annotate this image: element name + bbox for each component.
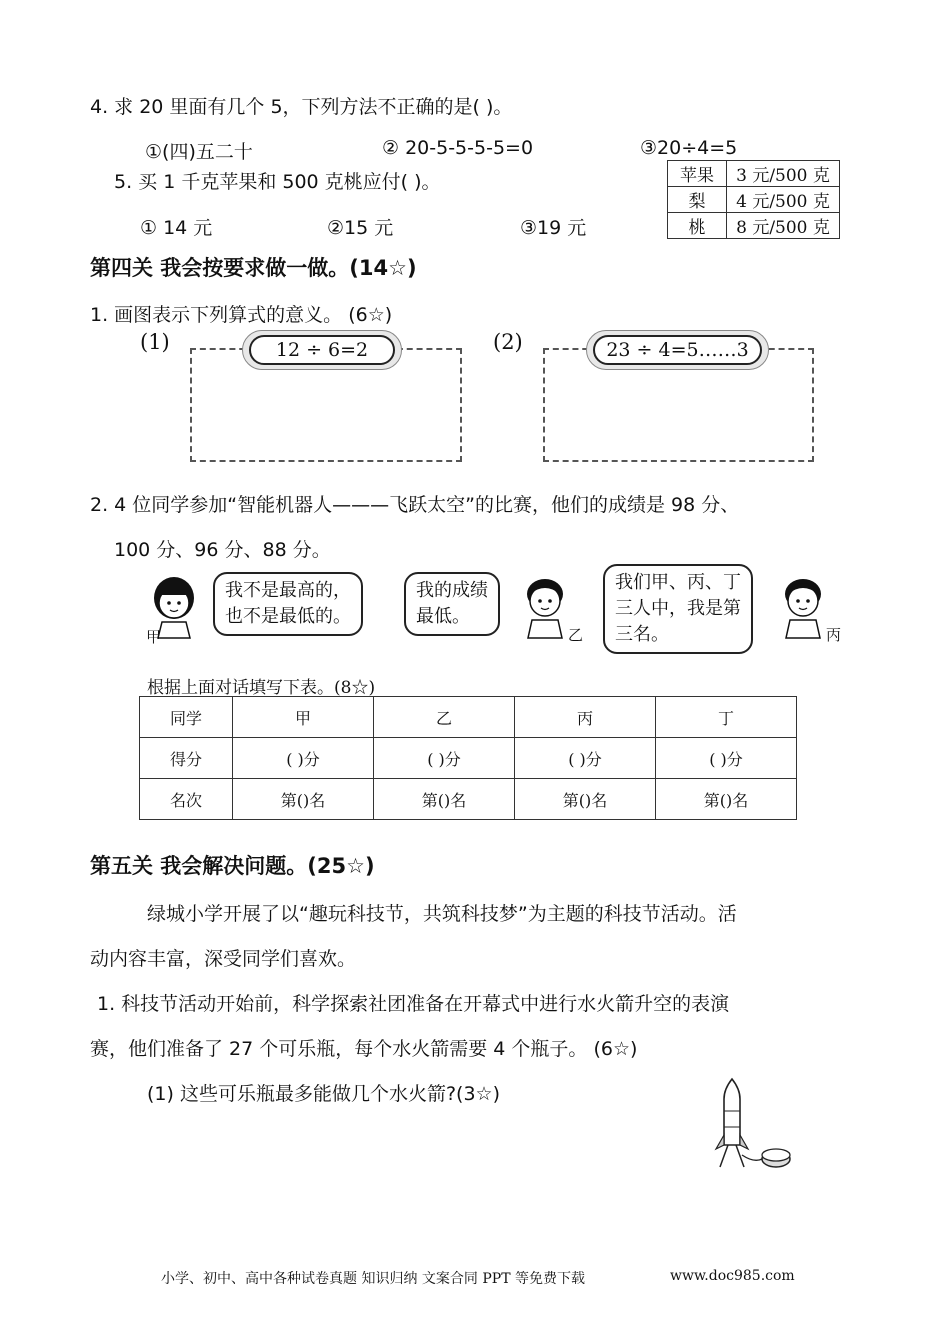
q5-option-2: ②15 元 [327, 217, 394, 239]
price-row [668, 161, 840, 187]
score-table [139, 696, 797, 820]
eq2-label: (2) [493, 330, 523, 354]
eq1-expression: 12 ÷ 6=2 [249, 335, 395, 365]
name-bing: 丙 [826, 626, 842, 644]
price-cell: 4 元/500 克 [727, 187, 840, 213]
answer-cell[interactable]: ( )分 [233, 738, 374, 779]
price-cell: 3 元/500 克 [727, 161, 840, 187]
price-cell: 8 元/500 克 [727, 213, 840, 239]
q4-option-3: ③20÷4=5 [640, 137, 738, 159]
fruit-cell: 苹果 [668, 161, 727, 187]
boy-yi-icon [520, 572, 570, 642]
answer-cell[interactable]: 第()名 [656, 779, 797, 820]
speech-bubble-yi: 我的成绩 最低。 [404, 572, 500, 636]
eq2-expression: 23 ÷ 4=5……3 [593, 335, 762, 365]
section5-intro-line2: 动内容丰富，深受同学们喜欢。 [90, 948, 357, 970]
header-cell: 丁 [656, 697, 797, 738]
rank-row [140, 779, 797, 820]
answer-cell[interactable]: 第()名 [233, 779, 374, 820]
section4-q1: 1. 画图表示下列算式的意义。 (6☆) [90, 304, 393, 326]
name-jia: 甲 [146, 628, 162, 646]
footer-url[interactable]: www.doc985.com [670, 1268, 795, 1284]
answer-cell[interactable]: ( )分 [656, 738, 797, 779]
section4-q2-line1: 2. 4 位同学参加“智能机器人———飞跃太空”的比赛，他们的成绩是 98 分、 [90, 494, 740, 516]
answer-cell[interactable]: 第()名 [515, 779, 656, 820]
price-row [668, 187, 840, 213]
q5-option-3: ③19 元 [520, 217, 587, 239]
section5-q1-line2: 赛，他们准备了 27 个可乐瓶，每个水火箭需要 4 个瓶子。 (6☆) [90, 1038, 638, 1060]
section4-q2-line2: 100 分、96 分、88 分。 [114, 539, 331, 561]
water-rocket-icon [710, 1075, 800, 1175]
speech-bubble-bing: 我们甲、丙、丁 三人中，我是第 三名。 [603, 564, 753, 654]
table-caption: 根据上面对话填写下表。(8☆) [147, 678, 376, 698]
price-table [667, 160, 840, 239]
score-header-row [140, 697, 797, 738]
footer-text: 小学、初中、高中各种试卷真题 知识归纳 文案合同 PPT 等免费下载 [161, 1271, 585, 1287]
name-yi: 乙 [568, 626, 584, 644]
q4-option-2: ② 20-5-5-5-5=0 [382, 137, 534, 159]
fruit-cell: 桃 [668, 213, 727, 239]
header-cell: 乙 [374, 697, 515, 738]
row-label-cell: 名次 [140, 779, 233, 820]
section5-q1-sub1: (1) 这些可乐瓶最多能做几个水火箭?(3☆) [147, 1083, 500, 1105]
header-cell: 甲 [233, 697, 374, 738]
fruit-cell: 梨 [668, 187, 727, 213]
boy-bing-icon [778, 572, 828, 642]
q5-text: 5. 买 1 千克苹果和 500 克桃应付( )。 [114, 171, 441, 193]
row-label-cell: 得分 [140, 738, 233, 779]
answer-cell[interactable]: ( )分 [515, 738, 656, 779]
speech-bubble-jia: 我不是最高的， 也不是最低的。 [213, 572, 363, 636]
eq1-label: (1) [140, 330, 170, 354]
q4-option-1: ①(四)五二十 [145, 141, 253, 163]
q4-text: 4. 求 20 里面有几个 5，下列方法不正确的是( )。 [90, 96, 513, 118]
price-row [668, 213, 840, 239]
section4-title: 第四关 我会按要求做一做。(14☆) [90, 256, 417, 280]
section5-intro-line1: 绿城小学开展了以“趣玩科技节，共筑科技梦”为主题的科技节活动。活 [147, 903, 737, 925]
section5-title: 第五关 我会解决问题。(25☆) [90, 854, 375, 878]
header-cell: 丙 [515, 697, 656, 738]
section5-q1-line1: 1. 科技节活动开始前，科学探索社团准备在开幕式中进行水火箭升空的表演 [97, 993, 730, 1015]
header-cell: 同学 [140, 697, 233, 738]
q5-option-1: ① 14 元 [140, 217, 213, 239]
score-row [140, 738, 797, 779]
answer-cell[interactable]: ( )分 [374, 738, 515, 779]
answer-cell[interactable]: 第()名 [374, 779, 515, 820]
